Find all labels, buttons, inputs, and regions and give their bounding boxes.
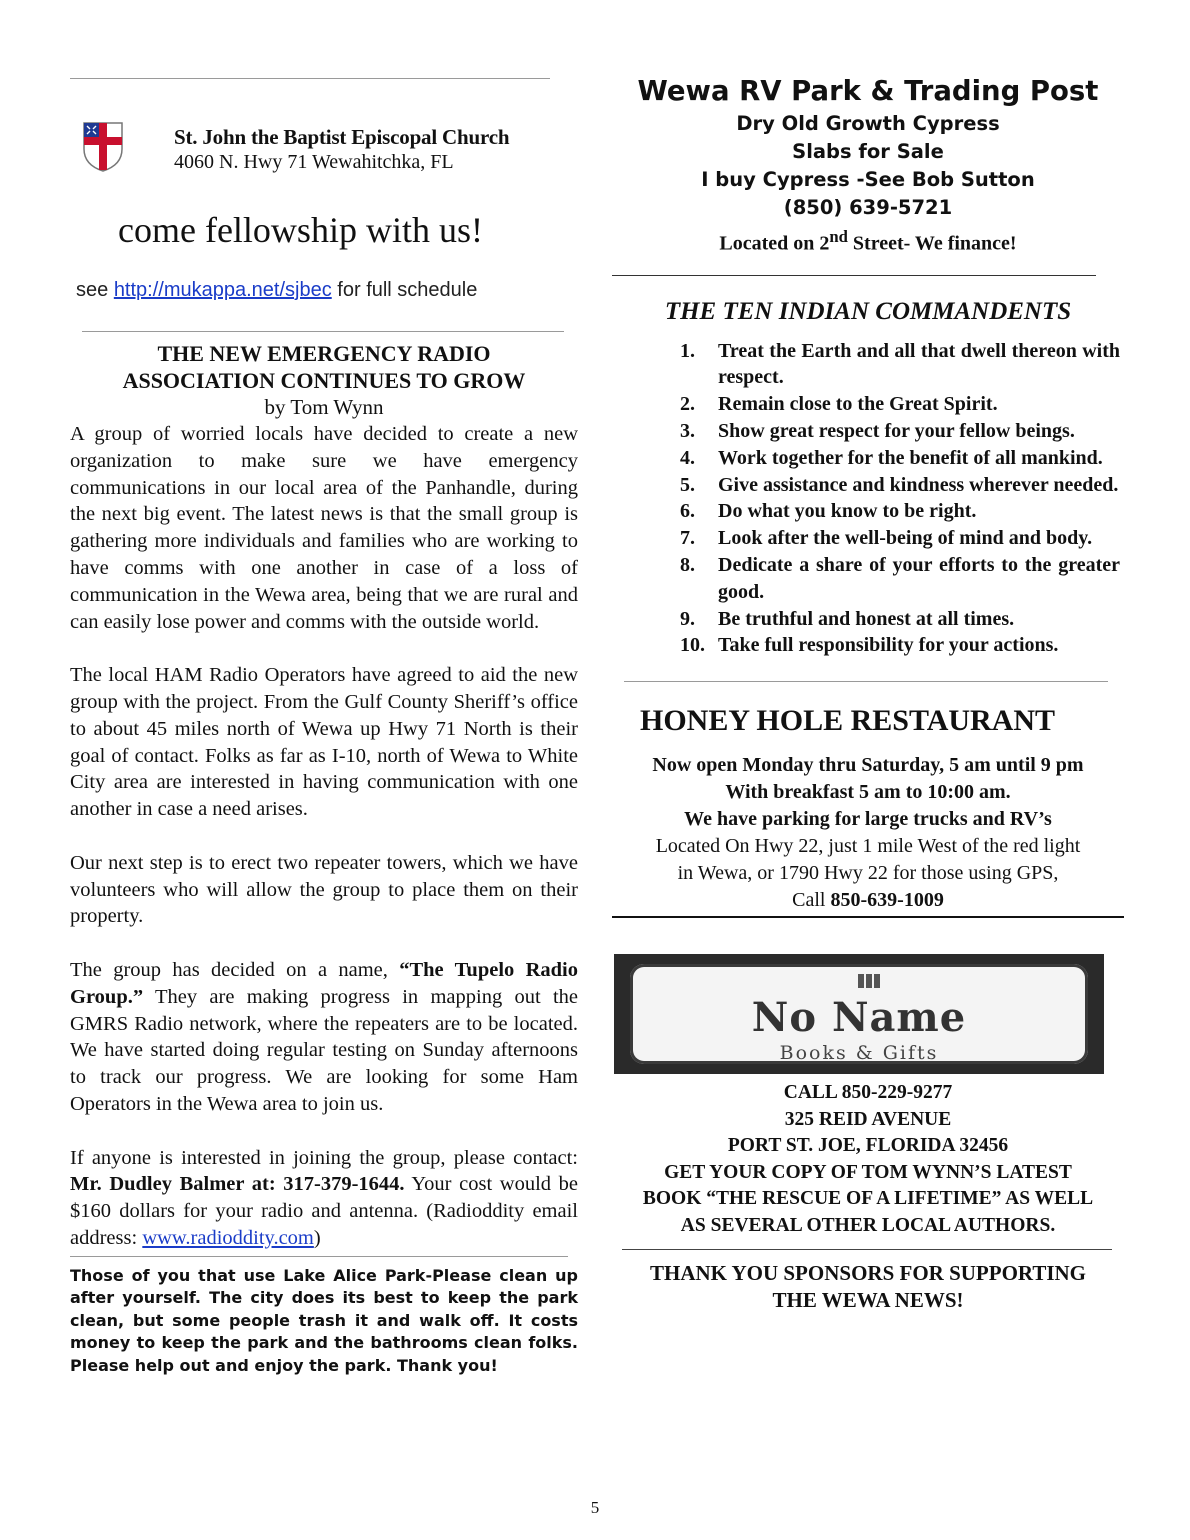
commandment-number: 10. xyxy=(680,634,705,657)
thanks-line: THE WEWA NEWS! xyxy=(772,1288,964,1313)
contact-info: Mr. Dudley Balmer at: 317-379-1644. xyxy=(70,1173,405,1196)
honey-parking: We have parking for large trucks and RV’s xyxy=(684,808,1052,831)
article-paragraph: Our next step is to erect two repeater towers, which we have volunteers who will allow the group to place them on their property. xyxy=(70,851,578,928)
commandment-number: 6. xyxy=(680,500,695,523)
honey-hole-title: HONEY HOLE RESTAURANT xyxy=(640,704,1056,738)
commandment-text: Give assistance and kindness wherever needed. xyxy=(718,473,1119,496)
commandment-number: 3. xyxy=(680,420,695,443)
commandment-text: Look after the well-being of mind and body. xyxy=(718,527,1093,550)
article-title xyxy=(70,340,578,394)
logo-name: No Name xyxy=(751,994,967,1042)
church-schedule-link[interactable]: http://mukappa.net/sjbec xyxy=(113,279,332,301)
honey-call xyxy=(612,887,1124,914)
group-name: “The Tupelo Radio Group.” xyxy=(70,958,578,1008)
church-address: 4060 N. Hwy 71 Wewahitchka, FL xyxy=(174,151,454,173)
text: The group has decided on a name, xyxy=(70,958,400,981)
text: Call xyxy=(792,889,831,912)
thanks-sponsors xyxy=(612,1260,1124,1314)
church-ad xyxy=(70,79,578,319)
commandment-number: 7. xyxy=(680,527,695,550)
commandment-item xyxy=(680,606,1120,633)
commandment-number: 2. xyxy=(680,393,695,416)
divider xyxy=(612,916,1124,918)
honey-location: in Wewa, or 1790 Hwy 22 for those using GPS, xyxy=(677,862,1059,885)
text: Your cost would be $160 dollars for your radio and antenna. (Radioddity email address: xyxy=(70,1173,578,1249)
commandment-number: 5. xyxy=(680,473,695,496)
contact-line: CALL 850-229-9277 xyxy=(783,1082,953,1104)
commandment-text: Take full responsibility for your actions. xyxy=(718,634,1059,657)
commandment-item xyxy=(680,632,1120,659)
rv-line: Dry Old Growth Cypress xyxy=(736,112,1000,135)
no-name-contact xyxy=(612,1080,1124,1239)
commandment-text: Do what you know to be right. xyxy=(718,500,977,523)
commandment-item xyxy=(680,498,1120,525)
text: Street- We finance! xyxy=(847,232,1017,255)
commandment-item xyxy=(680,445,1120,472)
book-icon xyxy=(856,972,882,990)
contact-line: BOOK “THE RESCUE OF A LIFETIME” AS WELL xyxy=(642,1188,1094,1210)
article-paragraph xyxy=(70,957,578,1118)
no-name-books-logo xyxy=(614,954,1104,1074)
commandment-text: Show great respect for your fellow beings. xyxy=(718,420,1075,443)
commandment-item xyxy=(680,391,1120,418)
schedule-prefix: see xyxy=(76,279,114,301)
commandment-item xyxy=(680,472,1120,499)
commandment-item xyxy=(680,525,1120,552)
rv-title: Wewa RV Park & Trading Post xyxy=(637,75,1099,107)
honey-breakfast: With breakfast 5 am to 10:00 am. xyxy=(725,781,1011,804)
article-paragraph: The local HAM Radio Operators have agreed to aid the new group with the project. From the Gulf County Sheriff’s office to about 45 miles north of Wewa up Hwy 71 North is their goal of contact. Folks as far as I-10, north of Wewa to White City area are interested in having communication with one another in case a need arises. xyxy=(70,664,578,821)
article-paragraph: A group of worried locals have decided to create a new organization to make sure we have emergency communications in our local area of the Panhandle, during the next big event. The latest news is that the small group is gathering more individuals and families who are working to have comms with one another in case of a loss of communication in the Wewa area, being that we are rural and can easily lose power and comms with the outside world. xyxy=(70,423,578,633)
commandment-number: 8. xyxy=(680,554,695,577)
article-title-line: ASSOCIATION CONTINUES TO GROW xyxy=(122,368,526,393)
park-note: Those of you that use Lake Alice Park-Please clean up after yourself. The city does its best to keep the park clean, but some people trash it and walk off. It costs money to keep the park and the bathrooms clean folks. Please help out and enjoy the park. Thank you! xyxy=(70,1265,578,1375)
divider xyxy=(622,1249,1112,1250)
rv-phone: (850) 639-5721 xyxy=(783,196,953,219)
contact-line: AS SEVERAL OTHER LOCAL AUTHORS. xyxy=(680,1214,1056,1236)
commandment-number: 1. xyxy=(680,339,695,362)
church-schedule-line xyxy=(76,279,477,302)
commandment-text: Dedicate a share of your efforts to the greater good. xyxy=(718,554,1120,603)
logo-subtitle: Books & Gifts xyxy=(779,1042,939,1065)
commandment-number: 9. xyxy=(680,607,695,630)
rv-park-ad xyxy=(612,72,1124,259)
thanks-line: THANK YOU SPONSORS FOR SUPPORTING xyxy=(649,1261,1087,1286)
rv-line: Slabs for Sale xyxy=(792,140,944,163)
rv-located xyxy=(612,222,1124,259)
episcopal-shield-icon xyxy=(82,121,124,173)
logo-panel xyxy=(630,964,1088,1064)
text: ) xyxy=(313,1226,321,1249)
right-column xyxy=(612,60,1124,1314)
text: If anyone is interested in joining the group, please contact: xyxy=(70,1146,578,1169)
divider xyxy=(624,681,1108,682)
commandment-text: Treat the Earth and all that dwell thereon with respect. xyxy=(718,339,1120,389)
divider xyxy=(82,331,564,332)
commandment-item xyxy=(680,552,1120,606)
commandment-text: Work together for the benefit of all mankind. xyxy=(718,446,1103,469)
text: They are making progress in mapping out the GMRS Radio network, where the repeaters are to be located. We have started doing regular testing on Sunday afternoons to track our progress. We are looking for some Ham Operators in the Wewa area to join us. xyxy=(70,985,578,1115)
rv-line: I buy Cypress -See Bob Sutton xyxy=(701,168,1035,191)
article-paragraph xyxy=(70,1145,578,1252)
church-name: St. John the Baptist Episcopal Church xyxy=(174,125,510,149)
radioddity-link[interactable]: www.radioddity.com xyxy=(142,1226,314,1249)
superscript: nd xyxy=(829,227,848,246)
commandment-item xyxy=(680,338,1120,392)
contact-line: 325 REID AVENUE xyxy=(784,1108,952,1130)
contact-line: PORT ST. JOE, FLORIDA 32456 xyxy=(727,1135,1009,1157)
honey-phone: 850-639-1009 xyxy=(830,889,944,912)
church-tagline: come fellowship with us! xyxy=(118,210,483,250)
divider xyxy=(70,1256,568,1257)
article-byline: by Tom Wynn xyxy=(264,395,384,419)
left-column xyxy=(70,60,578,1377)
commandment-item xyxy=(680,418,1120,445)
contact-line: GET YOUR COPY OF TOM WYNN’S LATEST xyxy=(664,1161,1072,1183)
commandments-list xyxy=(680,338,1120,660)
commandment-text: Be truthful and honest at all times. xyxy=(718,607,1015,630)
article-title-line: THE NEW EMERGENCY RADIO xyxy=(157,341,491,366)
commandments-title: THE TEN INDIAN COMMANDENTS xyxy=(664,297,1072,325)
honey-hours: Now open Monday thru Saturday, 5 am until 9 pm xyxy=(652,754,1084,777)
page-number: 5 xyxy=(590,1498,600,1517)
schedule-suffix: for full schedule xyxy=(331,279,478,301)
divider xyxy=(612,275,1096,276)
text: Located on 2 xyxy=(719,232,830,255)
honey-location: Located On Hwy 22, just 1 mile West of the red light xyxy=(655,835,1081,858)
commandment-text: Remain close to the Great Spirit. xyxy=(718,393,998,416)
commandment-number: 4. xyxy=(680,446,695,469)
